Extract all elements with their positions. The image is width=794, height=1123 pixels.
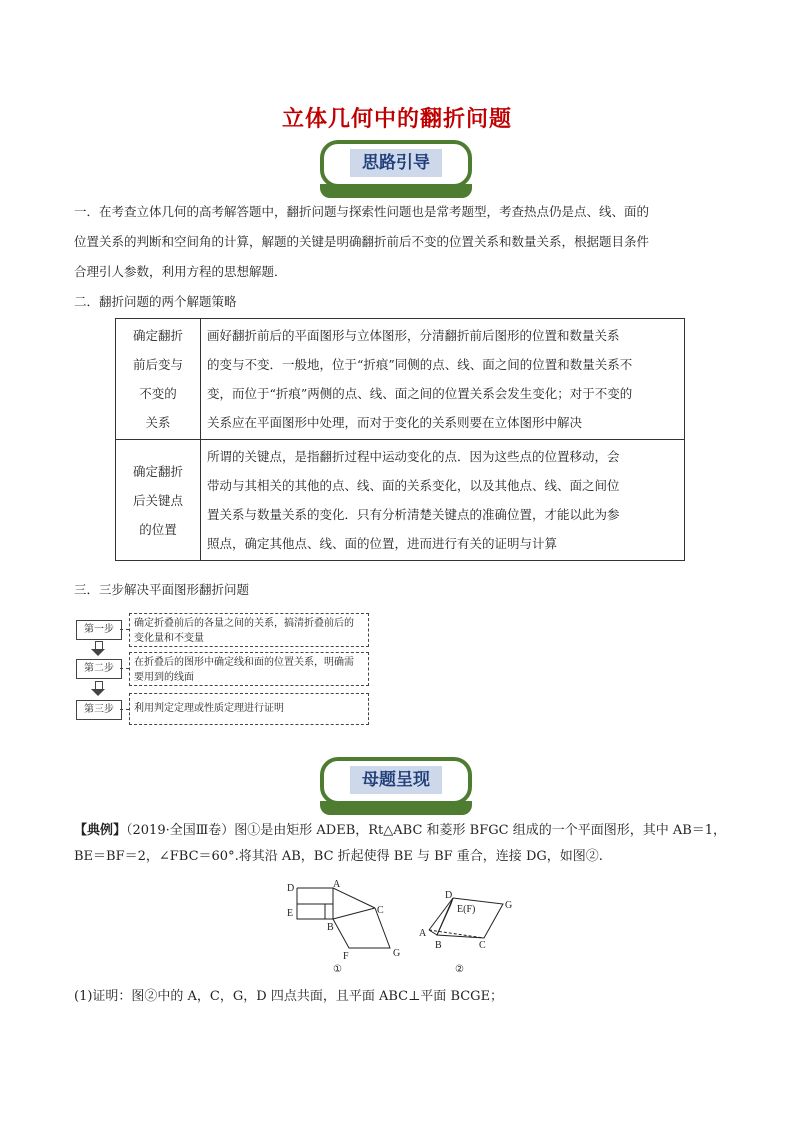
key-line: 确定翻折 (132, 328, 183, 343)
key-line: 前后变与 (132, 357, 183, 372)
fig2-label-D: D (445, 890, 453, 901)
key-line: 不变的 (139, 386, 177, 401)
down-arrow-icon (91, 641, 105, 657)
figure-1 (283, 878, 413, 973)
step-text-line: 确定折叠前后的各量之间的关系，搞清折叠前后的 (134, 618, 354, 629)
fig2-label-C: C (479, 940, 486, 951)
fig1-label-F: F (343, 951, 349, 962)
fig1-label-G: G (393, 948, 401, 959)
key-line: 关系 (145, 415, 171, 430)
strategy-text (201, 440, 685, 561)
banner-bar (320, 184, 472, 198)
banner-bar (320, 801, 472, 815)
step-text (129, 652, 369, 686)
example-text (74, 818, 734, 870)
key-line: 后关键点 (132, 492, 183, 508)
fig1-label-B: B (327, 922, 334, 933)
table-row (116, 440, 685, 561)
section1-text (74, 197, 724, 287)
fig2-caption: ② (455, 964, 464, 973)
text-line: 所谓的关键点，是指翻折过程中运动变化的点．因为这些点的位置移动，会 (207, 449, 620, 464)
strategy-table (115, 318, 685, 561)
fig1-label-C: C (377, 905, 384, 916)
section2-heading: 二．翻折问题的两个解题策略 (74, 294, 237, 309)
question-1: (1)证明：图②中的 A，C，G，D 四点共面，且平面 ABC⊥平面 BCGE； (74, 989, 504, 1004)
step-text-line: 要用到的线面 (134, 672, 194, 683)
figure-2 (415, 878, 525, 973)
key-line: 的位置 (139, 521, 177, 537)
fig1-label-D: D (287, 883, 295, 894)
banner-guide (320, 140, 472, 188)
step-text (129, 693, 369, 725)
fig1-label-E: E (287, 908, 294, 919)
example-tag: 【典例】 (74, 823, 127, 838)
fig2-label-A: A (419, 928, 427, 939)
text-line: 带动与其相关的其他的点、线、面的关系变化，以及其他点、线、面之间位 (207, 478, 620, 493)
fig2-label-B: B (435, 940, 442, 951)
step-label: 第三步 (76, 700, 122, 720)
text-line: 照点，确定其他点、线、面的位置，进而进行有关的证明与计算 (207, 536, 558, 551)
key-line: 确定翻折 (132, 463, 183, 479)
down-arrow-icon (91, 681, 105, 697)
strategy-key (116, 319, 201, 440)
section3-heading: 三．三步解决平面图形翻折问题 (74, 582, 250, 597)
text-line: 画好翻折前后的平面图形与立体图形，分清翻折前后图形的位置和数量关系 (207, 328, 620, 343)
banner-guide-label: 思路引导 (350, 149, 442, 177)
step-connector (120, 668, 129, 669)
step-text-line: 变化量和不变量 (134, 633, 204, 644)
banner-problem-label: 母题呈现 (350, 766, 442, 794)
text-line: 关系应在平面图形中处理，而对于变化的关系则要在立体图形中解决 (207, 415, 583, 430)
fig2-label-E: E(F) (457, 904, 476, 915)
section1-line: 一．在考查立体几何的高考解答题中，翻折问题与探索性问题也是常考题型，考查热点仍是点、线、面的 (74, 204, 650, 219)
step-text-line: 利用判定定理或性质定理进行证明 (134, 703, 284, 714)
strategy-text (201, 319, 685, 440)
strategy-key (116, 440, 201, 561)
fig1-caption: ① (333, 964, 342, 973)
step-text-line: 在折叠后的图形中确定线和面的位置关系，明确需 (134, 657, 354, 668)
page-title: 立体几何中的翻折问题 (281, 107, 512, 132)
table-row (116, 319, 685, 440)
text-line: 置关系与数量关系的变化．只有分析清楚关键点的准确位置，才能以此为参 (207, 507, 620, 522)
section1-line: 位置关系的判断和空间角的计算，解题的关键是明确翻折前后不变的位置关系和数量关系，根据题目条件 (74, 234, 650, 249)
example-source: （2019·全国Ⅲ卷） (126, 823, 235, 838)
step-label: 第一步 (76, 620, 122, 640)
step-text (129, 613, 369, 647)
text-line: 的变与不变．一般地，位于“折痕”同侧的点、线、面之间的位置和数量关系不 (207, 357, 633, 372)
banner-problem (320, 757, 472, 805)
step-connector (120, 709, 129, 710)
example-line-2: BE＝BF＝2，∠FBC＝60°.将其沿 AB，BC 折起使得 BE 与 BF 重合，连接 DG，如图②. (74, 849, 603, 864)
step-label: 第二步 (76, 659, 122, 679)
example-statement: 图①是由矩形 ADEB，Rt△ABC 和菱形 BFGC 组成的一个平面图形，其中 AB＝1， (234, 823, 727, 838)
section1-line: 合理引人参数，利用方程的思想解题． (74, 264, 287, 279)
fig2-label-G: G (505, 900, 513, 911)
text-line: 变，而位于“折痕”两侧的点、线、面之间的位置关系会发生变化；对于不变的 (207, 386, 633, 401)
step-connector (120, 629, 129, 630)
example-line-1 (74, 818, 734, 844)
fig1-label-A: A (333, 879, 341, 890)
